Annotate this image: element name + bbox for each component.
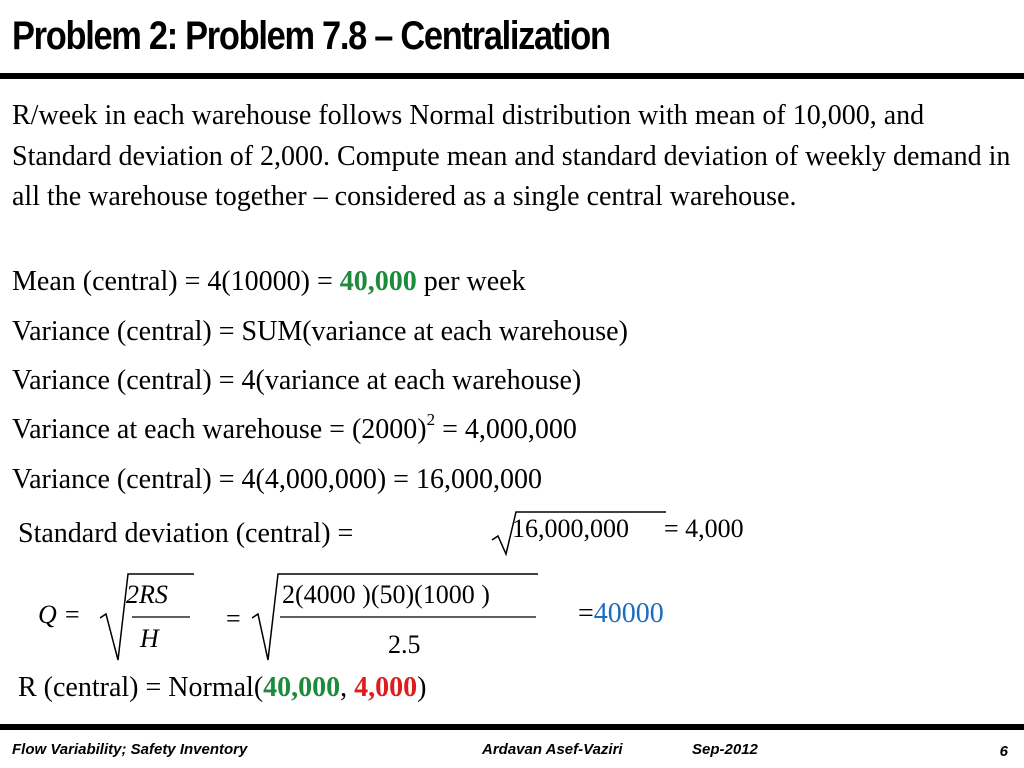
q-denominator-2: 2.5 [388, 630, 421, 659]
q-result-value: 40000 [593, 598, 664, 629]
r-central-suffix: ) [417, 672, 427, 703]
r-central-mean: 40,000 [263, 672, 341, 703]
q-numerator-1: 2RS [126, 580, 168, 609]
q-denominator-1: H [140, 624, 159, 653]
title-divider [0, 73, 1024, 79]
variance-3-suffix: = 4,000,000 [435, 414, 577, 445]
r-central-sd: 4,000 [354, 672, 418, 703]
footer-date: Sep-2012 [692, 741, 758, 758]
footer-author: Ardavan Asef-Vaziri [482, 741, 623, 758]
r-central-prefix: R (central) = Normal( [18, 672, 264, 703]
q-result [578, 598, 664, 630]
q-equals: = [226, 604, 241, 633]
variance-line-1: Variance (central) = SUM(variance at each warehouse) [12, 316, 628, 347]
page-number: 6 [999, 743, 1008, 760]
r-central-sep: , [340, 672, 355, 703]
q-lhs: Q = [38, 600, 81, 629]
variance-line-2: Variance (central) = 4(variance at each warehouse) [12, 365, 582, 396]
sd-result: = 4,000 [664, 514, 744, 543]
variance-3-exponent: 2 [426, 410, 436, 429]
mean-prefix: Mean (central) = 4(10000) = [12, 266, 340, 297]
q-numerator-2: 2(4000 )(50)(1000 ) [282, 580, 490, 609]
variance-3-prefix: Variance at each warehouse = (2000) [12, 414, 427, 445]
sd-label: Standard deviation (central) = [18, 518, 354, 549]
mean-value: 40,000 [339, 266, 417, 297]
footer-divider [0, 724, 1024, 730]
footer-course: Flow Variability; Safety Inventory [12, 741, 248, 758]
variance-line-4: Variance (central) = 4(4,000,000) = 16,000,000 [12, 464, 542, 495]
page-title: Problem 2: Problem 7.8 – Centralization [12, 14, 610, 58]
q-result-equals: = [578, 598, 594, 629]
mean-suffix: per week [416, 266, 526, 297]
variance-line-3 [12, 410, 577, 446]
r-central-line [18, 672, 426, 704]
problem-statement: R/week in each warehouse follows Normal distribution with mean of 10,000, and Standard deviation of 2,000. Compute mean and standard deviation of weekly demand in all the warehouse together – considered as a single central warehouse. [12, 100, 1011, 212]
sd-radicand: 16,000,000 [512, 514, 629, 543]
mean-line [12, 266, 526, 298]
